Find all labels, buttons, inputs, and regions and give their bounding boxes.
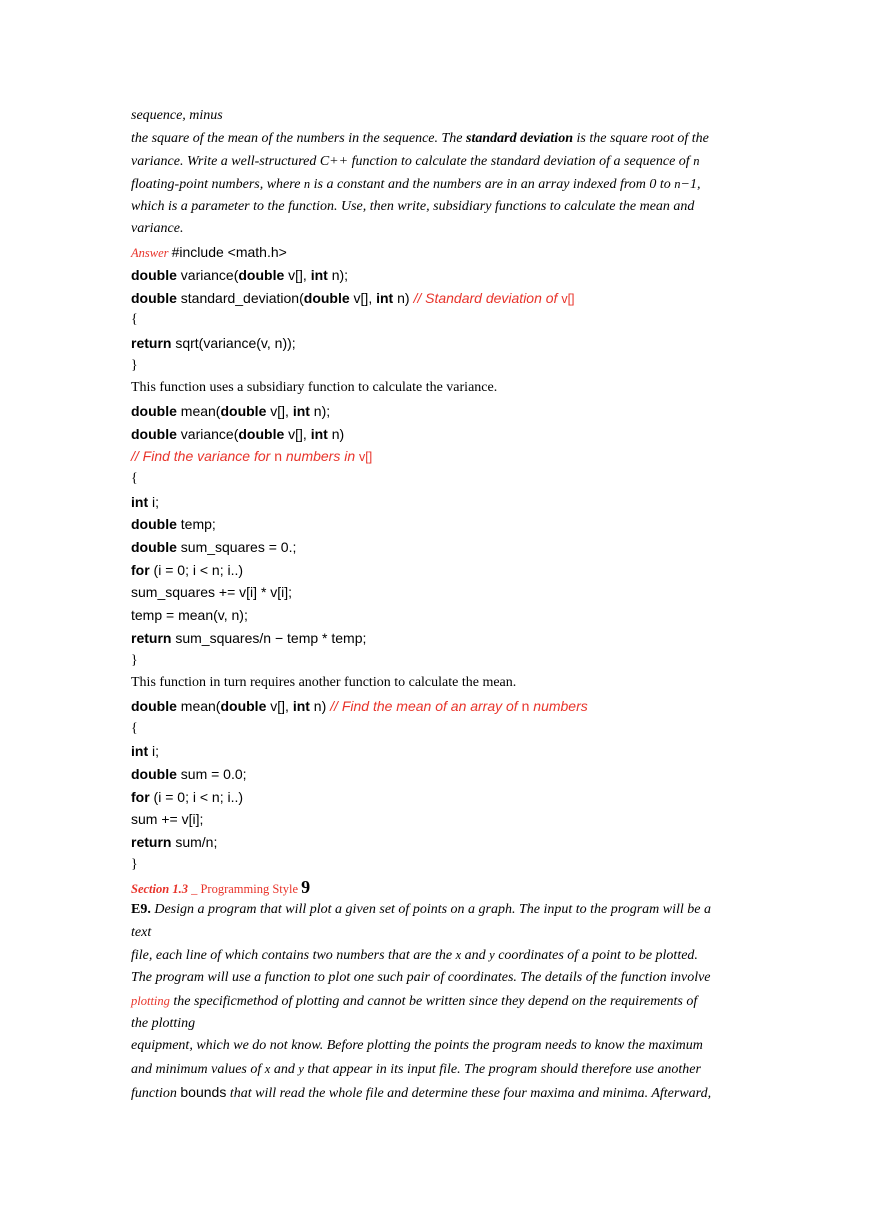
text: −1, [680, 177, 701, 193]
code-text: (i = 0; i < n; i..) [149, 788, 244, 805]
text-line [131, 944, 751, 967]
code-line [131, 400, 751, 423]
code-text: n); [327, 266, 349, 283]
document-page [131, 105, 751, 1103]
code-line [131, 831, 751, 854]
code-text: sum/n; [171, 834, 218, 850]
brace: { [131, 720, 138, 736]
section-title: _ Programming Style [187, 882, 302, 897]
keyword: double [131, 266, 177, 283]
var-y: y [489, 948, 495, 963]
var-n: n [693, 154, 700, 169]
keyword: return [131, 629, 172, 646]
text: equipment, which we do not know. Before plotting the points the program needs to know the maximum [131, 1038, 703, 1054]
code-comment-var: n [521, 697, 530, 714]
code-line [131, 309, 751, 332]
page-number: 9 [301, 877, 311, 898]
margin-note-plotting: plotting [131, 993, 170, 1008]
term-standard-deviation: standard deviation [466, 130, 573, 146]
code-line [131, 763, 751, 786]
text-line [131, 196, 751, 219]
code-line [131, 854, 751, 877]
code-text: mean( [176, 697, 221, 714]
code-text: n) [327, 425, 345, 442]
text: and [270, 1061, 299, 1077]
text-line [131, 150, 751, 173]
keyword: double [131, 425, 177, 442]
keyword: int [376, 289, 394, 306]
code-text: v[], [284, 266, 311, 283]
code-text: sum_squares/n − temp * temp; [171, 629, 367, 646]
code-text: n) [393, 289, 414, 306]
keyword: double [238, 425, 285, 442]
text-line [131, 672, 751, 695]
text: which is a parameter to the function. Use, then write, subsidiary functions to calculate the mean and [131, 198, 695, 214]
code-text: v[], [349, 289, 377, 306]
code-line [131, 559, 751, 582]
brace: { [131, 471, 138, 486]
text: that will read the whole file and determine these four maxima and minima. Afterward, [226, 1085, 712, 1101]
text: the square of the mean of the numbers in the sequence. The [131, 130, 467, 146]
function-name-bounds: bounds [180, 1083, 227, 1100]
code-text: sqrt(variance(v, n)); [171, 334, 296, 351]
text-line [131, 1035, 751, 1058]
code-comment: // Find the variance for [131, 448, 275, 465]
code-text: (i = 0; i < n; i..) [149, 561, 244, 578]
keyword: double [131, 765, 177, 782]
keyword: return [131, 834, 172, 850]
text: coordinates of a point to be plotted. [494, 948, 698, 964]
code-text: variance( [176, 266, 239, 283]
text: The program will use a function to plot one such pair of coordinates. The details of the function involve [131, 970, 711, 986]
text-line [131, 990, 751, 1013]
keyword: int [131, 743, 149, 760]
text: file, each line of which contains two numbers that are the [131, 948, 456, 964]
keyword: int [292, 697, 310, 714]
section-header [131, 876, 751, 899]
code-comment: numbers [529, 697, 588, 714]
keyword: int [310, 266, 328, 283]
code-line [131, 513, 751, 536]
keyword: double [131, 516, 177, 533]
text: floating-point numbers, where [131, 177, 304, 193]
code-comment-var: v[] [561, 291, 575, 306]
code-text: i; [148, 743, 159, 760]
code-comment-var: v[] [359, 450, 373, 465]
text: and [461, 948, 490, 964]
code-line [131, 241, 751, 264]
code-text: standard_deviation( [176, 289, 304, 306]
brace: { [131, 312, 138, 328]
text: that appear in its input file. The program should therefore use another [303, 1061, 701, 1077]
answer-label: Answer [131, 246, 172, 261]
text-line [131, 1013, 751, 1036]
code-comment: // Standard deviation of [413, 289, 562, 306]
var-y: y [298, 1061, 304, 1076]
keyword: double [220, 697, 267, 714]
code-line [131, 604, 751, 627]
code-line [131, 355, 751, 378]
text-line [131, 967, 751, 990]
var-x: x [264, 1061, 271, 1076]
code-comment-var: n [274, 448, 282, 465]
var-n: n [303, 177, 311, 192]
keyword: double [303, 289, 350, 306]
code-text: n); [309, 402, 331, 419]
code-line [131, 423, 751, 446]
text: variance. [131, 221, 184, 237]
code-line [131, 627, 751, 650]
keyword: double [131, 402, 177, 419]
text-line [131, 105, 751, 128]
text-line [131, 1081, 751, 1104]
code-line [131, 786, 751, 809]
code-line [131, 808, 751, 831]
text-line [131, 377, 751, 400]
code-line [131, 264, 751, 287]
text: sequence, minus [131, 108, 223, 123]
code-line [131, 287, 751, 310]
section-number: Section 1.3 [131, 882, 188, 897]
keyword: for [131, 561, 150, 578]
code-text: sum = 0.0; [176, 765, 247, 782]
text: the plotting [131, 1015, 196, 1031]
keyword: int [131, 493, 149, 510]
code-comment: numbers in [281, 448, 360, 465]
text: the specificmethod of plotting and cannot be written since they depend on the requirements of [169, 993, 698, 1009]
code-text: sum_squares += v[i] * v[i]; [131, 584, 293, 601]
code-text: v[], [266, 402, 293, 419]
text-line [131, 922, 751, 945]
code-text: variance( [176, 425, 239, 442]
keyword: return [131, 334, 172, 351]
code-line [131, 445, 751, 468]
keyword: int [310, 425, 328, 442]
text-line [131, 218, 751, 241]
brace: } [131, 856, 138, 872]
code-text: v[], [266, 697, 293, 714]
text-line [131, 1058, 751, 1081]
keyword: double [131, 289, 177, 306]
exercise-label: E9. [131, 902, 151, 918]
text: function [131, 1085, 181, 1101]
code-line [131, 468, 751, 491]
code-comment: // Find the mean of an array of [330, 697, 522, 714]
keyword: double [131, 539, 177, 556]
brace: } [131, 357, 138, 373]
code-text: mean( [176, 402, 221, 419]
code-line [131, 581, 751, 604]
code-line [131, 695, 751, 718]
var-x: x [455, 948, 462, 963]
code-text: v[], [284, 425, 311, 442]
code-text: sum += v[i]; [131, 811, 204, 828]
text: This function in turn requires another function to calculate the mean. [131, 675, 517, 691]
code-line [131, 536, 751, 559]
text: is the square root of the [573, 130, 709, 146]
text: variance. Write a well-structured C++ function to calculate the standard deviation of a sequence of [131, 154, 694, 170]
code-text: sum_squares = 0.; [176, 539, 297, 556]
keyword: double [131, 697, 177, 714]
keyword: int [292, 402, 310, 419]
text-line [131, 128, 751, 151]
brace: } [131, 652, 138, 668]
text-line [131, 899, 751, 922]
keyword: double [238, 266, 285, 283]
text: text [131, 924, 152, 940]
code-line [131, 650, 751, 673]
code-text: temp; [176, 516, 216, 533]
text: Design a program that will plot a given set of points on a graph. The input to the program will be a [150, 902, 711, 918]
var-n: n [674, 177, 681, 192]
code-line [131, 718, 751, 741]
code-line [131, 740, 751, 763]
text: and minimum values of [131, 1061, 265, 1077]
keyword: double [220, 402, 267, 419]
code-text: #include <math.h> [171, 244, 287, 261]
text: This function uses a subsidiary function to calculate the variance. [131, 380, 498, 396]
code-line [131, 491, 751, 514]
keyword: for [131, 788, 150, 805]
code-text: i; [148, 493, 159, 510]
code-text: temp = mean(v, n); [131, 607, 248, 624]
code-text: n) [309, 697, 327, 714]
code-line [131, 332, 751, 355]
text: is a constant and the numbers are in an array indexed from 0 to [310, 177, 675, 193]
text-line [131, 173, 751, 196]
